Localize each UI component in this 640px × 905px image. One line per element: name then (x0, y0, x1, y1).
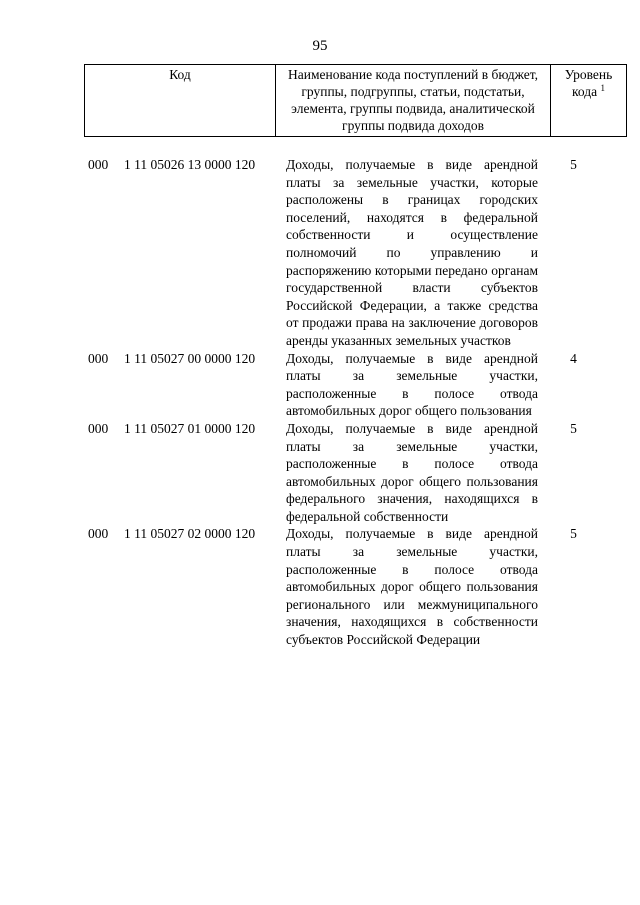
row-prefix: 000 (88, 420, 109, 436)
header-level-cell (551, 65, 627, 137)
row-level: 4 (570, 350, 577, 366)
row-prefix: 000 (88, 157, 109, 172)
page-number: 95 (312, 38, 328, 54)
row-name: Доходы, получаемые в виде арендной платы за земельные участки, расположенные в полосе отвода автомобильных дорог общего пользования регионального или межмуниципального значения, находящихся в собственности субъектов Российской Федерации (286, 526, 538, 648)
row-level: 5 (570, 526, 577, 542)
row-name: Доходы, получаемые в виде арендной платы за земельные участки, расположенные в полосе отвода автомобильных дорог общего пользования федерального значения, находящихся в федеральной собственности (286, 420, 538, 524)
row-prefix: 000 (88, 350, 109, 366)
table-row (84, 420, 611, 526)
header-name: Наименование кода поступлений в бюджет, группы, подгруппы, статьи, подстатьи, элемента, группы подвида, аналитической группы подвида доходов (276, 65, 551, 137)
table-body (84, 156, 611, 649)
row-name: Доходы, получаемые в виде арендной платы за земельные участки, которые расположены в границах городских поселений, находятся в федеральной собственности и осуществление полномочий по управлению и распоряжению которыми передано органам государственной власти субъектов Российской Федерации, а также средства от продажи права на заключение договоров аренды указанных земельных участков (286, 157, 538, 348)
row-code: 1 11 05027 02 0000 120 (124, 526, 256, 542)
table-row (84, 350, 611, 420)
header-level-footnote: 1 (600, 83, 605, 93)
row-level: 5 (570, 157, 577, 172)
row-code: 1 11 05027 01 0000 120 (124, 420, 256, 436)
table-row (84, 156, 611, 350)
row-code: 1 11 05027 00 0000 120 (124, 350, 256, 366)
table-header (84, 64, 627, 137)
header-code: Код (85, 65, 276, 137)
row-prefix: 000 (88, 526, 109, 542)
row-name: Доходы, получаемые в виде арендной платы за земельные участки, расположенные в полосе отвода автомобильных дорог общего пользования (286, 350, 538, 419)
row-code: 1 11 05026 13 0000 120 (124, 157, 256, 172)
table-row (84, 525, 611, 648)
header-level: Уровень кода (564, 67, 613, 99)
row-level: 5 (570, 420, 577, 436)
